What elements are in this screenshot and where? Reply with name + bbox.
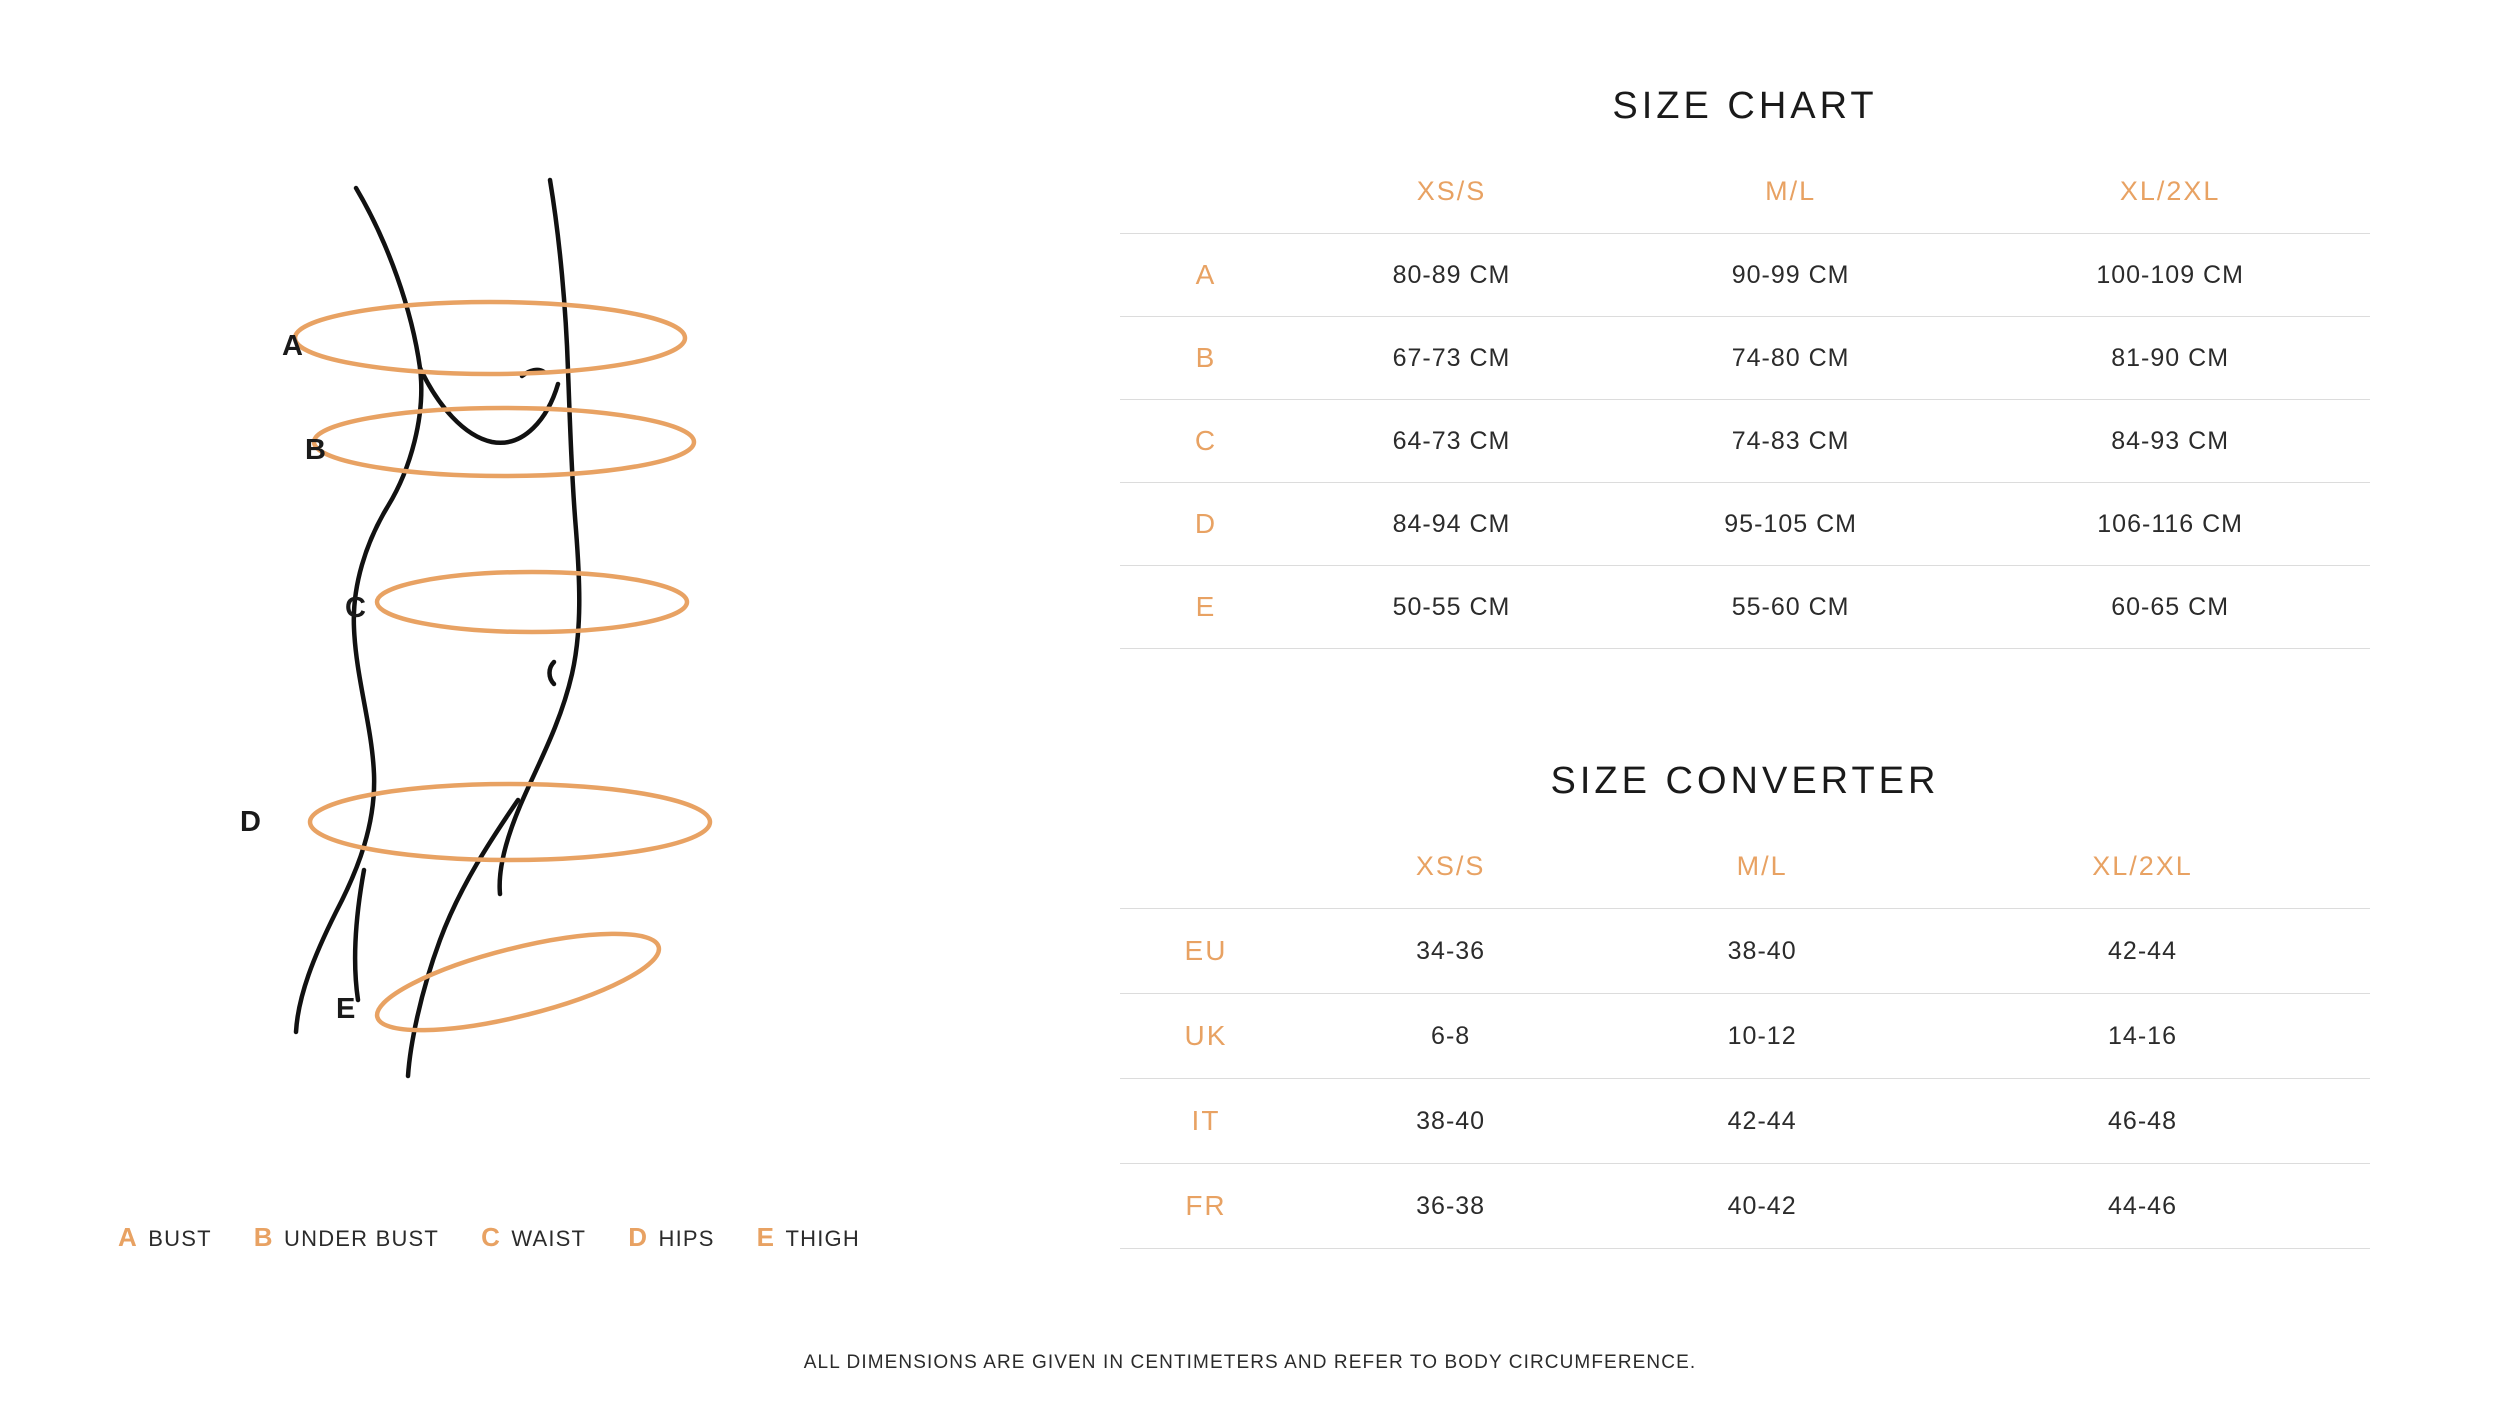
row-label: B: [1195, 342, 1217, 373]
table-row: [1120, 400, 2370, 483]
cell-value: 44-46: [2108, 1191, 2177, 1220]
cell-value: 36-38: [1416, 1191, 1486, 1220]
legend-item-waist: [481, 1222, 586, 1253]
cell-value: 84-93 CM: [2111, 426, 2230, 455]
cell-value: 34-36: [1416, 936, 1486, 965]
measure-label-b: B: [305, 434, 327, 466]
size-converter-corner-header: [1120, 850, 1292, 909]
legend-item-hips: [628, 1222, 714, 1253]
size-chart-header: [1120, 175, 2370, 234]
size-converter-title: SIZE CONVERTER: [1550, 760, 1940, 802]
table-row: [1120, 317, 2370, 400]
cell-value: 40-42: [1727, 1191, 1797, 1220]
size-chart-title: SIZE CHART: [1612, 85, 1878, 127]
measure-label-c: C: [345, 592, 367, 624]
table-row: [1120, 1164, 2370, 1249]
row-label: EU: [1184, 935, 1228, 966]
size-converter-header: [1120, 850, 2370, 909]
size-chart-col-xs-s: XS/S: [1416, 176, 1487, 206]
tables-panel: [1080, 0, 2500, 1425]
cell-value: 42-44: [1727, 1106, 1797, 1135]
legend-label: HIPS: [658, 1226, 715, 1251]
table-header-row: [1120, 850, 2370, 909]
row-label: C: [1194, 425, 1218, 456]
measure-label-a: A: [282, 330, 304, 362]
cell-value: 90-99 CM: [1731, 260, 1850, 289]
cell-value: 55-60 CM: [1731, 592, 1850, 621]
legend-label: BUST: [148, 1226, 212, 1251]
measure-label-e: E: [336, 993, 357, 1025]
cell-value: 14-16: [2108, 1021, 2177, 1050]
legend-item-bust: [118, 1222, 212, 1253]
cell-value: 38-40: [1727, 936, 1797, 965]
row-label: D: [1194, 508, 1218, 539]
legend-item-under-bust: [254, 1222, 439, 1253]
legend-letter: E: [756, 1222, 775, 1252]
size-converter-col-xs-s: XS/S: [1415, 851, 1486, 881]
legend-label: THIGH: [785, 1226, 860, 1251]
cell-value: 10-12: [1727, 1021, 1797, 1050]
row-label: E: [1195, 591, 1217, 622]
legend-label: UNDER BUST: [284, 1226, 440, 1251]
legend-label: WAIST: [511, 1226, 587, 1251]
size-converter-table: [1120, 850, 2370, 1249]
size-chart-col-m-l: M/L: [1765, 176, 1817, 206]
size-converter-col-xl-2xl: XL/2XL: [2092, 851, 2193, 881]
cell-value: 74-80 CM: [1731, 343, 1850, 372]
row-label: FR: [1185, 1190, 1227, 1221]
cell-value: 50-55 CM: [1392, 592, 1511, 621]
table-row: [1120, 234, 2370, 317]
size-chart-corner-header: [1120, 175, 1292, 234]
legend-letter: D: [628, 1222, 648, 1252]
legend-letter: C: [481, 1222, 501, 1252]
row-label: A: [1195, 259, 1217, 290]
cell-value: 60-65 CM: [2111, 592, 2230, 621]
cell-value: 67-73 CM: [1392, 343, 1511, 372]
cell-value: 81-90 CM: [2111, 343, 2230, 372]
body-illustration-panel: [0, 0, 1080, 1425]
cell-value: 100-109 CM: [2096, 260, 2244, 289]
cell-value: 84-94 CM: [1392, 509, 1511, 538]
cell-value: 74-83 CM: [1731, 426, 1850, 455]
cell-value: 6-8: [1431, 1021, 1471, 1050]
cell-value: 64-73 CM: [1392, 426, 1511, 455]
size-chart-table: [1120, 175, 2370, 649]
cell-value: 46-48: [2108, 1106, 2177, 1135]
table-row: [1120, 483, 2370, 566]
row-label: UK: [1184, 1020, 1228, 1051]
footnote-text: ALL DIMENSIONS ARE GIVEN IN CENTIMETERS AND REFER TO BODY CIRCUMFERENCE.: [803, 1352, 1697, 1373]
row-label: IT: [1191, 1105, 1221, 1136]
female-body-figure: [120, 170, 840, 1120]
table-row: [1120, 1079, 2370, 1164]
size-chart-col-xl-2xl: XL/2XL: [2119, 176, 2221, 206]
table-row: [1120, 909, 2370, 994]
table-row: [1120, 994, 2370, 1079]
legend-item-thigh: [757, 1222, 860, 1253]
cell-value: 42-44: [2108, 936, 2177, 965]
cell-value: 80-89 CM: [1392, 260, 1511, 289]
legend-letter: B: [253, 1222, 274, 1252]
table-row: [1120, 566, 2370, 649]
cell-value: 95-105 CM: [1724, 509, 1857, 538]
measure-label-d: D: [240, 806, 262, 838]
size-chart-body: [1120, 234, 2370, 649]
cell-value: 38-40: [1416, 1106, 1486, 1135]
measurement-legend: [118, 1222, 902, 1253]
size-converter-body: [1120, 909, 2370, 1249]
legend-letter: A: [118, 1222, 138, 1252]
size-converter-col-m-l: M/L: [1736, 851, 1788, 881]
cell-value: 106-116 CM: [2097, 509, 2243, 538]
table-header-row: [1120, 175, 2370, 234]
